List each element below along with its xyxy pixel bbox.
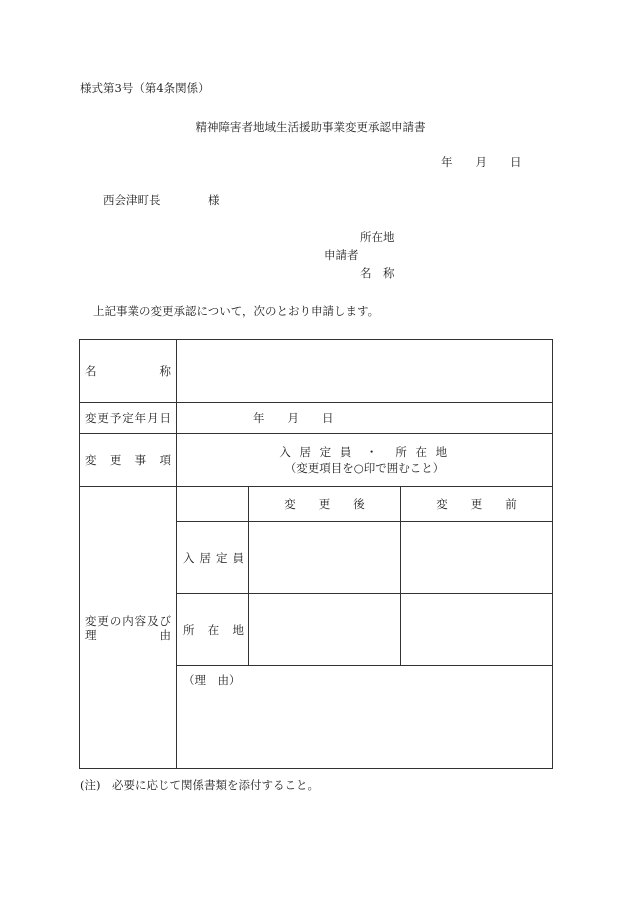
- change-date-value-cell: [176, 402, 553, 434]
- change-items-note: （変更項目を○印で囲むこと）: [284, 461, 445, 475]
- details-label-line-2: 理 由: [85, 627, 171, 642]
- reason-label: （理 由）: [183, 673, 241, 687]
- applicant-label: 申請者: [324, 248, 359, 262]
- change-date-value: 年 月 日: [253, 411, 334, 425]
- name-label: 名 称: [85, 364, 171, 378]
- addressee-honorific: 様: [208, 193, 220, 207]
- location-after-cell: [248, 593, 401, 666]
- header-before-cell: [400, 486, 553, 522]
- addressee-name: 西会津町長: [103, 193, 161, 207]
- applicant-address-label: 所在地: [360, 230, 395, 244]
- name-value-cell: [176, 339, 553, 403]
- change-option-location: 所 在 地: [395, 445, 450, 459]
- change-option-separator: ・: [365, 445, 378, 459]
- change-items-label: 変 更 事 項: [85, 453, 171, 467]
- change-details-label-cell: [79, 486, 177, 769]
- reason-cell: [176, 665, 553, 769]
- details-header-blank-cell: [176, 486, 249, 522]
- header-after-cell: [248, 486, 401, 522]
- details-label-line-1: 変更の内容及び: [85, 613, 171, 628]
- applicant-name-label: 名 称: [360, 266, 395, 280]
- change-option-capacity: 入 居 定 員: [279, 445, 354, 459]
- capacity-label: 入 居 定 員: [183, 550, 244, 565]
- change-items-value-cell: [176, 433, 553, 487]
- header-after-label: 変 更 後: [284, 497, 365, 511]
- application-date-line: 年 月 日: [441, 155, 522, 169]
- header-before-label: 変 更 前: [436, 497, 517, 511]
- capacity-after-cell: [248, 521, 401, 594]
- intro-statement: 上記事業の変更承認について，次のとおり申請します。: [93, 304, 380, 318]
- capacity-row-label-cell: [176, 521, 249, 594]
- location-before-cell: [400, 593, 553, 666]
- form-title: 精神障害者地域生活援助事業変更承認申請書: [195, 120, 426, 134]
- location-label: 所 在 地: [183, 622, 244, 637]
- change-date-label: 変更予定年月日: [85, 411, 171, 425]
- footnote: (注) 必要に応じて関係書類を添付すること。: [80, 778, 319, 792]
- capacity-before-cell: [400, 521, 553, 594]
- change-items-options: [279, 444, 449, 460]
- form-reference-label: 様式第3号（第4条関係）: [80, 81, 210, 95]
- change-date-label-cell: [79, 402, 177, 434]
- change-items-label-cell: [79, 433, 177, 487]
- application-form-table: [79, 339, 553, 769]
- name-label-cell: [79, 339, 177, 403]
- change-details-label: [85, 614, 171, 642]
- location-row-label-cell: [176, 593, 249, 666]
